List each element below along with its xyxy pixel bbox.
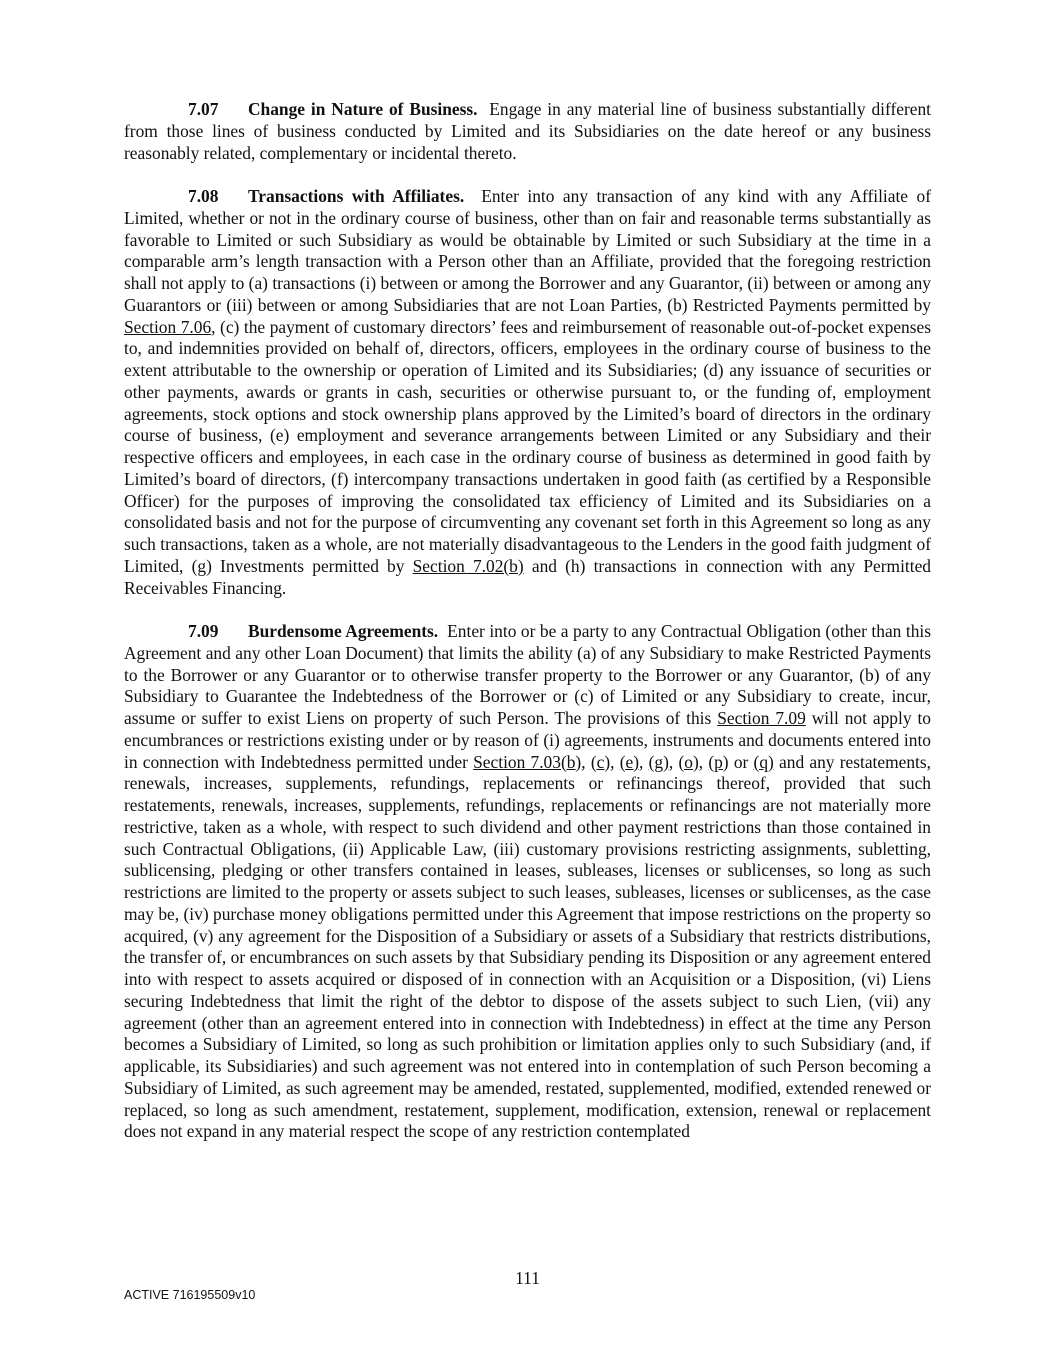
section-text: or [728,751,754,772]
section-text: will not apply to encumbrances or restrictions existing under or by reason of (i) agreements, instruments and documents entered into in connection with Indebtedness permitted under [124,708,931,772]
section-7-08 [124,186,931,599]
cross-reference-link[interactable]: (o) [678,751,699,772]
cross-reference-link[interactable]: Section 7.02(b) [412,555,524,576]
section-text: Enter into or be a party to any Contractual Obligation (other than this Agreement and any other Loan Document) that limits the ability (a) of any Subsidiary to make Restricted Payments to the Borrower or any Guarantor or to otherwise transfer property to the Borrower or any Guarantor, (b) of any Subsidiary to Guarantee the Indebtedness of the Borrower or (c) of Limited or any Subsidiary to create, incur, assume or suffer to exist Liens on property of such Person. The provisions of this [124,621,932,728]
section-text: , [581,751,591,772]
section-number: 7.08 [188,186,219,206]
section-text: , [668,751,679,772]
cross-reference-link[interactable]: Section 7.09 [717,708,806,728]
cross-reference-link[interactable]: (c) [590,751,611,772]
cross-reference-link[interactable]: Section 7.06 [124,316,212,337]
section-number: 7.07 [188,99,219,119]
section-text: , (c) the payment of customary directors’ fees and reimbursement of reasonable out-of-pocket expenses to, and indemnities provided on behalf of, directors, officers, employees in the ordinary course of business to the extent attributable to the ownership or operation of Limited and its Subsidiaries; (d) any issuance of securities or other payments, awards or grants in cash, securities or otherwise pursuant to, or the funding of, employment agreements, stock options and stock ownership plans approved by the Limited’s board of directors in the ordinary course of business, (e) employment and severance arrangements between Limited or any Subsidiary and their respective officers and employees, in each case in the ordinary course of business as determined in good faith by Limited’s board of directors, (f) intercompany transactions undertaken in good faith (as certified by a Responsible Officer) for the purposes of improving the consolidated tax efficiency of Limited and its Subsidiaries on a consolidated basis and not for the purpose of circumventing any covenant set forth in this Agreement so long as any such transactions, taken as a whole, are not materially disadvantageous to the Lenders in the good faith judgment of Limited, (g) Investments permitted by [124,316,931,576]
section-text: and (h) transactions in connection with any Permitted Receivables Financing. [124,555,931,598]
document-body [124,99,931,1143]
section-heading: Burdensome Agreements. [248,621,439,641]
section-text: , [610,751,620,772]
section-heading: Change in Nature of Business. [248,99,478,119]
section-7-09 [124,621,931,1143]
document-id: ACTIVE 716195509v10 [124,1288,256,1302]
section-number: 7.09 [188,621,219,641]
section-text: , [698,751,709,772]
cross-reference-link[interactable]: Section 7.03(b) [473,751,582,772]
section-text: , [639,751,649,772]
section-text: and any restatements, renewals, increases, supplements, refundings, replacements or refinancings thereof, provided that such restatements, renewals, increases, supplements, refundings, replacements or refinancings are not materially more restrictive, taken as a whole, with respect to such dividend and other payment restrictions than those contained in such Contractual Obligations, (ii) Applicable Law, (iii) customary provisions restricting assignments, subletting, sublicensing, pledging or other transfers contained in leases, subleases, licenses or sublicenses, so long as such restrictions are limited to the property or assets subject to such leases, subleases, licenses or sublicenses, as the case may be, (iv) purchase money obligations permitted under this Agreement that impose restrictions on the property so acquired, (v) any agreement for the Disposition of a Subsidiary or assets of a Subsidiary that restricts distributions, the transfer of, or encumbrances on such assets by that Subsidiary pending its Disposition or any agreement entered into with respect to assets acquired or disposed of in connection with an Acquisition or a Disposition, (vi) Liens securing Indebtedness that limit the right of the debtor to dispose of the assets subject to such Lien, (vii) any agreement (other than an agreement entered into in connection with Indebtedness) in effect at the time any Person becomes a Subsidiary of Limited, so long as such prohibition or limitation applies only to such Subsidiary (and, if applicable, its Subsidiaries) and such agreement was not entered into in contemplation of such Person becoming a Subsidiary of Limited, as such agreement may be amended, restated, supplemented, modified, extended renewed or replaced, so long as such amendment, restatement, supplement, modification, extension, renewal or replacement does not expand in any material respect the scope of any restriction contemplated [124,751,931,1142]
cross-reference-link[interactable]: (q) [753,751,774,772]
section-heading: Transactions with Affiliates. [248,186,465,206]
cross-reference-link[interactable]: (p) [708,751,729,772]
section-text: Engage in any material line of business substantially different from those lines of business conducted by Limited and its Subsidiaries on the date hereof or any business reasonably related, complementary or incidental thereto. [124,99,931,163]
page-number: 111 [515,1268,540,1288]
section-7-07 [124,99,931,164]
section-text: Enter into any transaction of any kind with any Affiliate of Limited, whether or not in the ordinary course of business, other than on fair and reasonable terms substantially as favorable to Limited or such Subsidiary as would be obtainable by Limited or such Subsidiary at the time in a comparable arm’s length transaction with a Person other than an Affiliate, provided that the foregoing restriction shall not apply to (a) transactions (i) between or among the Borrower and any Guarantor, (ii) between or among any Guarantors or (iii) between or among Subsidiaries that are not Loan Parties, (b) Restricted Payments permitted by [124,186,931,315]
cross-reference-link[interactable]: (g) [648,751,669,772]
cross-reference-link[interactable]: (e) [619,751,640,772]
